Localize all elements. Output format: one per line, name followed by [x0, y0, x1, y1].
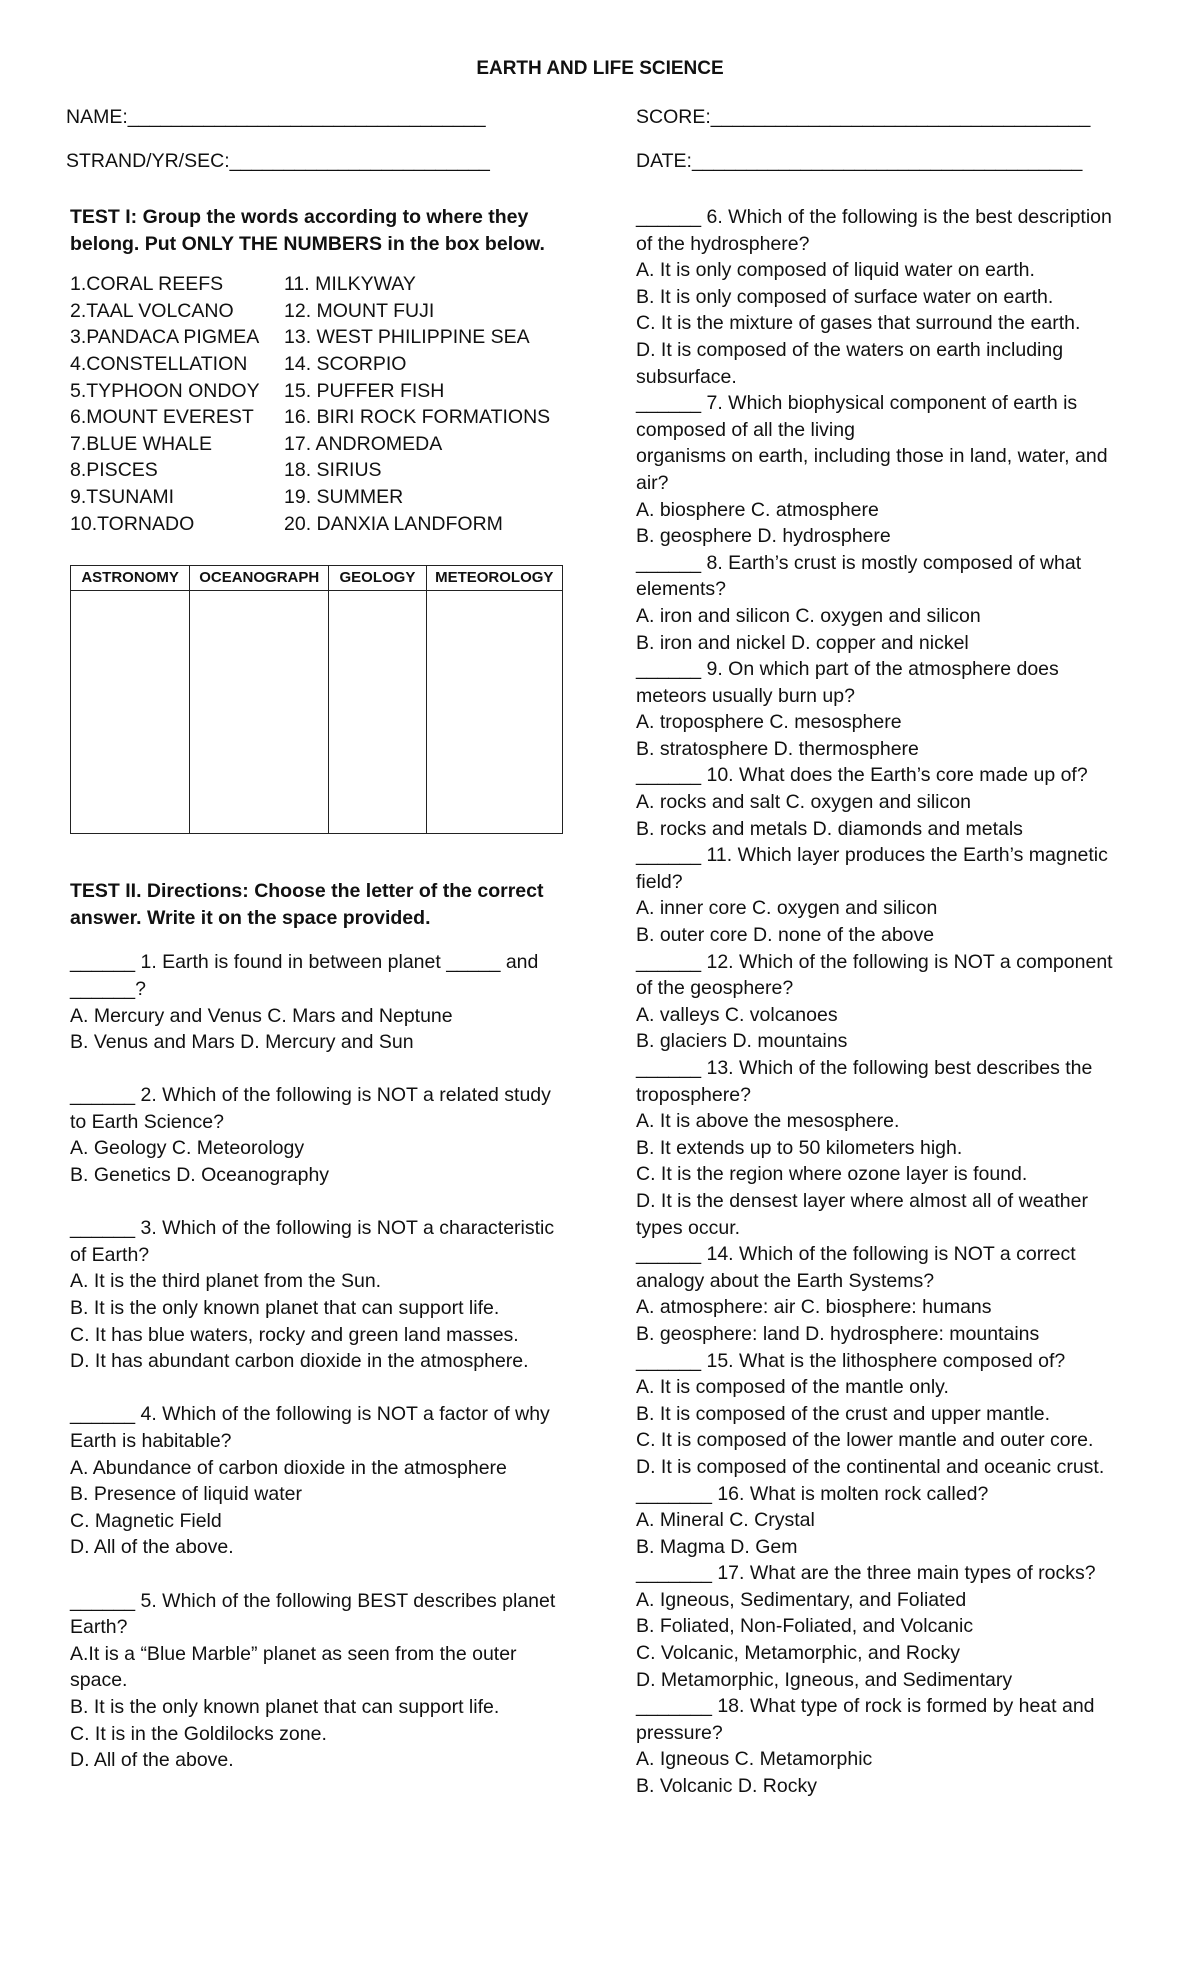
- geology-header: GEOLOGY: [329, 566, 426, 591]
- left-column: [70, 204, 570, 1774]
- word-item: 2.TAAL VOLCANO: [70, 299, 234, 322]
- word-item: 1.CORAL REEFS: [70, 273, 224, 296]
- test1-heading-line1: TEST I: Group the words according to where they: [70, 206, 529, 228]
- question-5: [70, 1588, 570, 1774]
- question-text-line: elements?: [636, 578, 726, 601]
- question-text-line: ______ 14. Which of the following is NOT a correct: [636, 1243, 1076, 1266]
- question-text-line: A. It is only composed of liquid water on earth.: [636, 259, 1035, 282]
- word-item: 19. SUMMER: [284, 485, 404, 508]
- question-text-line: of the geosphere?: [636, 977, 794, 1000]
- question-text-line: ______ 6. Which of the following is the best description: [636, 206, 1112, 228]
- question-text-line: C. Volcanic, Metamorphic, and Rocky: [636, 1642, 961, 1665]
- astronomy-header: ASTRONOMY: [71, 566, 190, 591]
- question-text-line: ______ 12. Which of the following is NOT a component: [636, 950, 1113, 973]
- geology-answer-cell[interactable]: [329, 591, 426, 834]
- question-text-line: D. It is the densest layer where almost all of weather: [636, 1189, 1088, 1212]
- choice-line: B. Venus and Mars D. Mercury and Sun: [70, 1031, 414, 1054]
- choice-line: B. It is the only known planet that can support life.: [70, 1297, 500, 1320]
- question-text-line: C. It is the region where ozone layer is found.: [636, 1163, 1028, 1186]
- question-text-line: A. Mineral C. Crystal: [636, 1509, 815, 1532]
- oceanograph-header: OCEANOGRAPH: [190, 566, 329, 591]
- choice-line: B. Genetics D. Oceanography: [70, 1164, 330, 1187]
- word-item: 7.BLUE WHALE: [70, 432, 212, 455]
- word-item: 3.PANDACA PIGMEA: [70, 326, 260, 349]
- choice-line: A. Geology C. Meteorology: [70, 1137, 305, 1160]
- question-text-line: D. It is composed of the continental and oceanic crust.: [636, 1455, 1105, 1478]
- question-text-line: D. It is composed of the waters on earth including: [636, 338, 1064, 361]
- date-field[interactable]: DATE:____________________________________: [636, 150, 1083, 172]
- word-list-column-1: [70, 271, 284, 537]
- strand-field[interactable]: STRAND/YR/SEC:________________________: [66, 150, 490, 172]
- question-text-line: A. valleys C. volcanoes: [636, 1003, 838, 1026]
- question-line: ______?: [70, 977, 146, 1000]
- question-text-line: ______ 9. On which part of the atmosphere does: [636, 658, 1059, 681]
- question-text-line: A. atmosphere: air C. biosphere: humans: [636, 1296, 992, 1319]
- meteorology-header: METEOROLOGY: [426, 566, 562, 591]
- question-text-line: of the hydrosphere?: [636, 232, 810, 255]
- grouping-table: [70, 565, 563, 834]
- word-item: 16. BIRI ROCK FORMATIONS: [284, 406, 551, 429]
- word-item: 6.MOUNT EVEREST: [70, 406, 254, 429]
- question-text-line: A. troposphere C. mesosphere: [636, 711, 902, 734]
- question-text-line: C. It is the mixture of gases that surround the earth.: [636, 312, 1081, 335]
- question-text-line: B. It is only composed of surface water on earth.: [636, 285, 1054, 308]
- question-text-line: types occur.: [636, 1216, 741, 1239]
- question-line: to Earth Science?: [70, 1110, 224, 1133]
- question-text-line: organisms on earth, including those in land, water, and: [636, 445, 1108, 468]
- choice-line: A. Abundance of carbon dioxide in the atmosphere: [70, 1456, 507, 1479]
- question-text-line: ______ 11. Which layer produces the Earth’s magnetic: [636, 844, 1108, 867]
- question-text-line: air?: [636, 471, 669, 494]
- question-line: ______ 4. Which of the following is NOT a factor of why: [70, 1403, 550, 1426]
- word-item: 15. PUFFER FISH: [284, 379, 445, 402]
- choice-line: C. It is in the Goldilocks zone.: [70, 1722, 327, 1745]
- question-text-line: B. iron and nickel D. copper and nickel: [636, 631, 969, 654]
- question-line: of Earth?: [70, 1243, 150, 1266]
- word-item: 4.CONSTELLATION: [70, 352, 248, 375]
- question-text-line: troposphere?: [636, 1083, 751, 1106]
- choice-line: C. It has blue waters, rocky and green land masses.: [70, 1323, 519, 1346]
- question-text-line: pressure?: [636, 1721, 723, 1744]
- question-text-line: field?: [636, 870, 683, 893]
- oceanograph-answer-cell[interactable]: [190, 591, 329, 834]
- question-text-line: B. rocks and metals D. diamonds and metals: [636, 817, 1023, 840]
- question-line: ______ 2. Which of the following is NOT a related study: [70, 1084, 551, 1107]
- word-item: 12. MOUNT FUJI: [284, 299, 435, 322]
- question-text-line: B. stratosphere D. thermosphere: [636, 737, 919, 760]
- question-text-line: ______ 7. Which biophysical component of earth is: [636, 392, 1078, 415]
- test1-word-list: [70, 271, 570, 537]
- question-3: [70, 1215, 570, 1375]
- question-text-line: C. It is composed of the lower mantle and outer core.: [636, 1429, 1094, 1452]
- question-text-line: _______ 16. What is molten rock called?: [636, 1482, 989, 1505]
- question-text-line: ______ 10. What does the Earth’s core made up of?: [636, 764, 1088, 787]
- choice-line: D. All of the above.: [70, 1536, 234, 1559]
- question-text-line: ______ 13. Which of the following best describes the: [636, 1057, 1093, 1079]
- question-text-line: B. Foliated, Non-Foliated, and Volcanic: [636, 1615, 974, 1638]
- question-text-line: ______ 15. What is the lithosphere composed of?: [636, 1349, 1066, 1372]
- question-text-line: analogy about the Earth Systems?: [636, 1269, 935, 1292]
- word-item: 17. ANDROMEDA: [284, 432, 443, 455]
- question-text-line: B. It extends up to 50 kilometers high.: [636, 1136, 963, 1159]
- word-item: 9.TSUNAMI: [70, 485, 175, 508]
- meteorology-answer-cell[interactable]: [426, 591, 562, 834]
- choice-line: space.: [70, 1669, 128, 1692]
- question-text-line: A. inner core C. oxygen and silicon: [636, 897, 938, 920]
- test2-heading-line1: TEST II. Directions: Choose the letter of the correct: [70, 880, 544, 903]
- question-text-line: B. geosphere: land D. hydrosphere: mountains: [636, 1322, 1040, 1345]
- choice-line: B. Presence of liquid water: [70, 1483, 302, 1506]
- word-item: 13. WEST PHILIPPINE SEA: [284, 326, 530, 349]
- choice-line: D. It has abundant carbon dioxide in the atmosphere.: [70, 1350, 529, 1373]
- astronomy-answer-cell[interactable]: [71, 591, 190, 834]
- choice-line: D. All of the above.: [70, 1749, 234, 1772]
- score-field[interactable]: SCORE:___________________________________: [636, 106, 1091, 128]
- question-text-line: A. It is composed of the mantle only.: [636, 1376, 949, 1399]
- question-line: Earth is habitable?: [70, 1430, 232, 1452]
- page-title: EARTH AND LIFE SCIENCE: [476, 58, 724, 79]
- word-item: 11. MILKYWAY: [284, 273, 416, 296]
- question-text-line: D. Metamorphic, Igneous, and Sedimentary: [636, 1668, 1013, 1691]
- word-item: 8.PISCES: [70, 459, 158, 482]
- question-text-line: A. rocks and salt C. oxygen and silicon: [636, 791, 971, 814]
- question-line: ______ 3. Which of the following is NOT a characteristic: [70, 1217, 555, 1240]
- question-2: [70, 1082, 570, 1188]
- name-field[interactable]: NAME:_________________________________: [66, 106, 486, 128]
- question-text-line: A. biosphere C. atmosphere: [636, 498, 879, 521]
- choice-line: C. Magnetic Field: [70, 1509, 222, 1532]
- question-line: ______ 1. Earth is found in between planet _____ and: [70, 951, 539, 974]
- word-item: 20. DANXIA LANDFORM: [284, 512, 503, 535]
- word-item: 14. SCORPIO: [284, 352, 407, 375]
- test1-heading-line2: belong. Put ONLY THE NUMBERS in the box below.: [70, 232, 545, 255]
- question-text-line: A. iron and silicon C. oxygen and silicon: [636, 604, 981, 627]
- question-4: [70, 1401, 570, 1561]
- question-text-line: A. Igneous C. Metamorphic: [636, 1748, 873, 1771]
- right-column: [636, 204, 1136, 1800]
- word-item: 18. SIRIUS: [284, 459, 382, 482]
- choice-line: B. It is the only known planet that can support life.: [70, 1695, 500, 1718]
- question-1: [70, 949, 570, 1055]
- question-text-line: _______ 17. What are the three main types of rocks?: [636, 1562, 1096, 1585]
- question-text-line: B. It is composed of the crust and upper mantle.: [636, 1402, 1051, 1425]
- question-text-line: subsurface.: [636, 365, 737, 388]
- question-line: ______ 5. Which of the following BEST describes planet: [70, 1589, 556, 1612]
- choice-line: A.It is a “Blue Marble” planet as seen from the outer: [70, 1642, 517, 1665]
- question-text-line: ______ 8. Earth’s crust is mostly composed of what: [636, 551, 1082, 574]
- question-text-line: B. Magma D. Gem: [636, 1535, 798, 1558]
- question-text-line: B. Volcanic D. Rocky: [636, 1775, 817, 1798]
- question-line: Earth?: [70, 1616, 128, 1639]
- choice-line: A. Mercury and Venus C. Mars and Neptune: [70, 1004, 453, 1027]
- question-text-line: meteors usually burn up?: [636, 684, 855, 707]
- question-text-line: composed of all the living: [636, 418, 855, 441]
- question-text-line: B. geosphere D. hydrosphere: [636, 525, 891, 548]
- word-list-column-2: [284, 271, 564, 537]
- choice-line: A. It is the third planet from the Sun.: [70, 1270, 382, 1293]
- word-item: 10.TORNADO: [70, 512, 195, 535]
- question-text-line: B. outer core D. none of the above: [636, 924, 935, 947]
- question-text-line: _______ 18. What type of rock is formed by heat and: [636, 1695, 1095, 1718]
- test2-heading-line2: answer. Write it on the space provided.: [70, 906, 431, 929]
- question-text-line: B. glaciers D. mountains: [636, 1030, 848, 1053]
- word-item: 5.TYPHOON ONDOY: [70, 379, 260, 402]
- question-text-line: A. Igneous, Sedimentary, and Foliated: [636, 1588, 967, 1611]
- question-text-line: A. It is above the mesosphere.: [636, 1110, 900, 1133]
